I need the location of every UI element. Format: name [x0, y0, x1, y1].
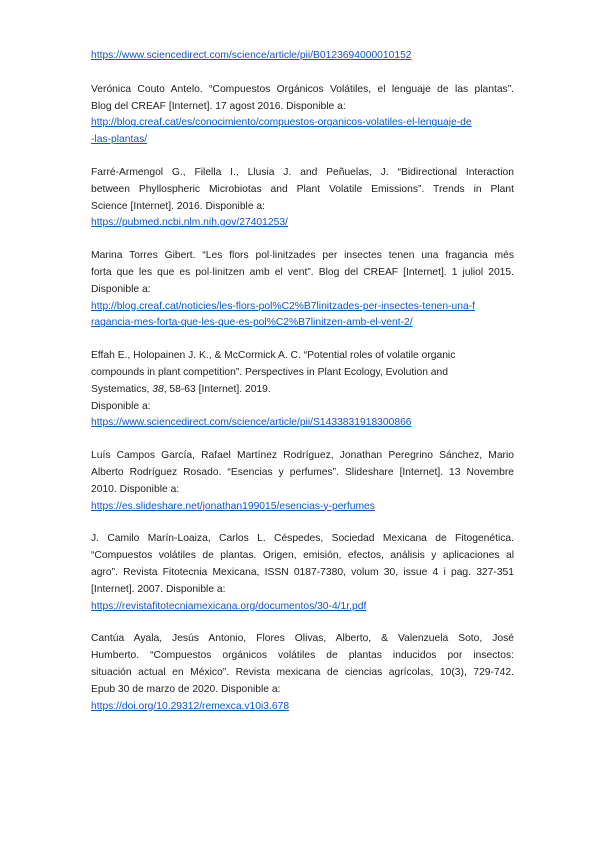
reference-2-text-line: Blog del CREAF [Internet]. 17 agost 2016. Disponible a: [91, 100, 346, 112]
reference-4-link[interactable]: http://blog.creaf.cat/noticies/les-flors-pol%C2%B7linitzades-per-insectes-tenen-una-f [91, 300, 476, 312]
reference-4-link-continued[interactable]: ragancia-mes-forta-que-les-que-es-pol%C2%B7linitzen-amb-el-vent-2/ [91, 317, 413, 329]
reference-5-text-line: Effah E., Holopainen J. K., & McCormick A. C. “Potential roles of volatile organic [91, 350, 456, 362]
reference-8-link[interactable]: https://doi.org/10.29312/remexca.v10i3.678 [91, 700, 290, 712]
reference-7 [91, 531, 514, 615]
reference-4-text-line: forta que les que es pol·linitzen amb el vent”. Blog del CREAF [Internet]. 1 juliol 2015. [91, 266, 514, 278]
reference-2 [91, 82, 514, 149]
reference-4-text-line: Marina Torres Gibert. “Les flors pol·linitzades per insectes tenen una fragancia més [91, 250, 514, 262]
reference-5-journal-line [91, 382, 514, 399]
reference-4-text-line: Disponible a: [91, 283, 151, 295]
reference-3-link[interactable]: https://pubmed.ncbi.nlm.nih.gov/27401253/ [91, 217, 288, 229]
reference-5-text-line: compounds in plant competition”. Perspectives in Plant Ecology, Evolution and [91, 366, 448, 378]
reference-3 [91, 165, 514, 232]
reference-6 [91, 448, 514, 515]
reference-7-text-line: J. Camilo Marín-Loaiza, Carlos L. Céspedes, Sociedad Mexicana de Fitogenética. [91, 533, 514, 545]
reference-7-text-line: “Compuestos volátiles de plantas. Origen, emisión, efectos, análisis y aplicaciones al [91, 550, 514, 562]
reference-2-text-line: Verónica Couto Antelo. “Compuestos Orgánicos Volátiles, el lenguaje de las plantas”. [91, 83, 514, 95]
reference-list [91, 48, 514, 731]
reference-6-text-line: 2010. Disponible a: [91, 483, 180, 495]
reference-8-text-line: Epub 30 de marzo de 2020. Disponible a: [91, 683, 281, 695]
reference-5-text-line: Disponible a: [91, 400, 151, 412]
reference-6-text-line: Alberto Rodríguez Rosado. “Esencias y perfumes”. Slideshare [Internet]. 13 Novembre [91, 466, 514, 478]
reference-2-link[interactable]: http://blog.creaf.cat/es/conocimiento/compuestos-organicos-volatiles-el-lenguaje-de [91, 117, 472, 129]
reference-3-text-line: Science [Internet]. 2016. Disponible a: [91, 200, 266, 212]
reference-5-volume: 38 [152, 383, 164, 395]
reference-7-text-line: agro”. Revista Fitotecnia Mexicana, ISSN 0187-7380, volum 30, issue 4 i pag. 327-351 [91, 566, 514, 578]
reference-7-link[interactable]: https://revistafitotecniamexicana.org/documentos/30-4/1r.pdf [91, 600, 367, 612]
reference-2-link-continued[interactable]: -las-plantas/ [91, 134, 148, 146]
reference-5-link[interactable]: https://www.sciencedirect.com/science/article/pii/S1433831918300866 [91, 417, 412, 429]
reference-5-journal-prefix: Systematics, [91, 383, 153, 395]
reference-7-text-line: [Internet]. 2007. Disponible a: [91, 583, 226, 595]
reference-6-link[interactable]: https://es.slideshare.net/jonathan199015/esencias-y-perfumes [91, 500, 375, 512]
reference-8-text-line: Humberto. “Compuestos orgánicos volátiles de plantas inducidos por insectos: [91, 650, 514, 662]
reference-1 [91, 48, 514, 65]
reference-1-link[interactable]: https://www.sciencedirect.com/science/article/pii/B0123694000010152 [91, 50, 412, 61]
reference-8 [91, 631, 514, 715]
reference-8-text-line: situación actual en México”. Revista mexicana de ciencias agrícolas, 10(3), 729-742. [91, 666, 514, 678]
reference-6-text-line: Luís Campos García, Rafael Martínez Rodríguez, Jonathan Peregrino Sánchez, Mario [91, 450, 514, 462]
reference-3-text-line: between Phyllospheric Microbiotas and Plant Volatile Emissions”. Trends in Plant [91, 183, 514, 195]
reference-5 [91, 348, 514, 432]
reference-4 [91, 248, 514, 332]
reference-5-journal-suffix: , 58-63 [Internet]. 2019. [163, 383, 271, 395]
reference-3-text-line: Farré-Armengol G., Filella I., Llusia J. and Peñuelas, J. “Bidirectional Interaction [91, 166, 514, 178]
reference-8-text-line: Cantúa Ayala, Jesús Antonio, Flores Olivas, Alberto, & Valenzuela Soto, José [91, 633, 514, 645]
